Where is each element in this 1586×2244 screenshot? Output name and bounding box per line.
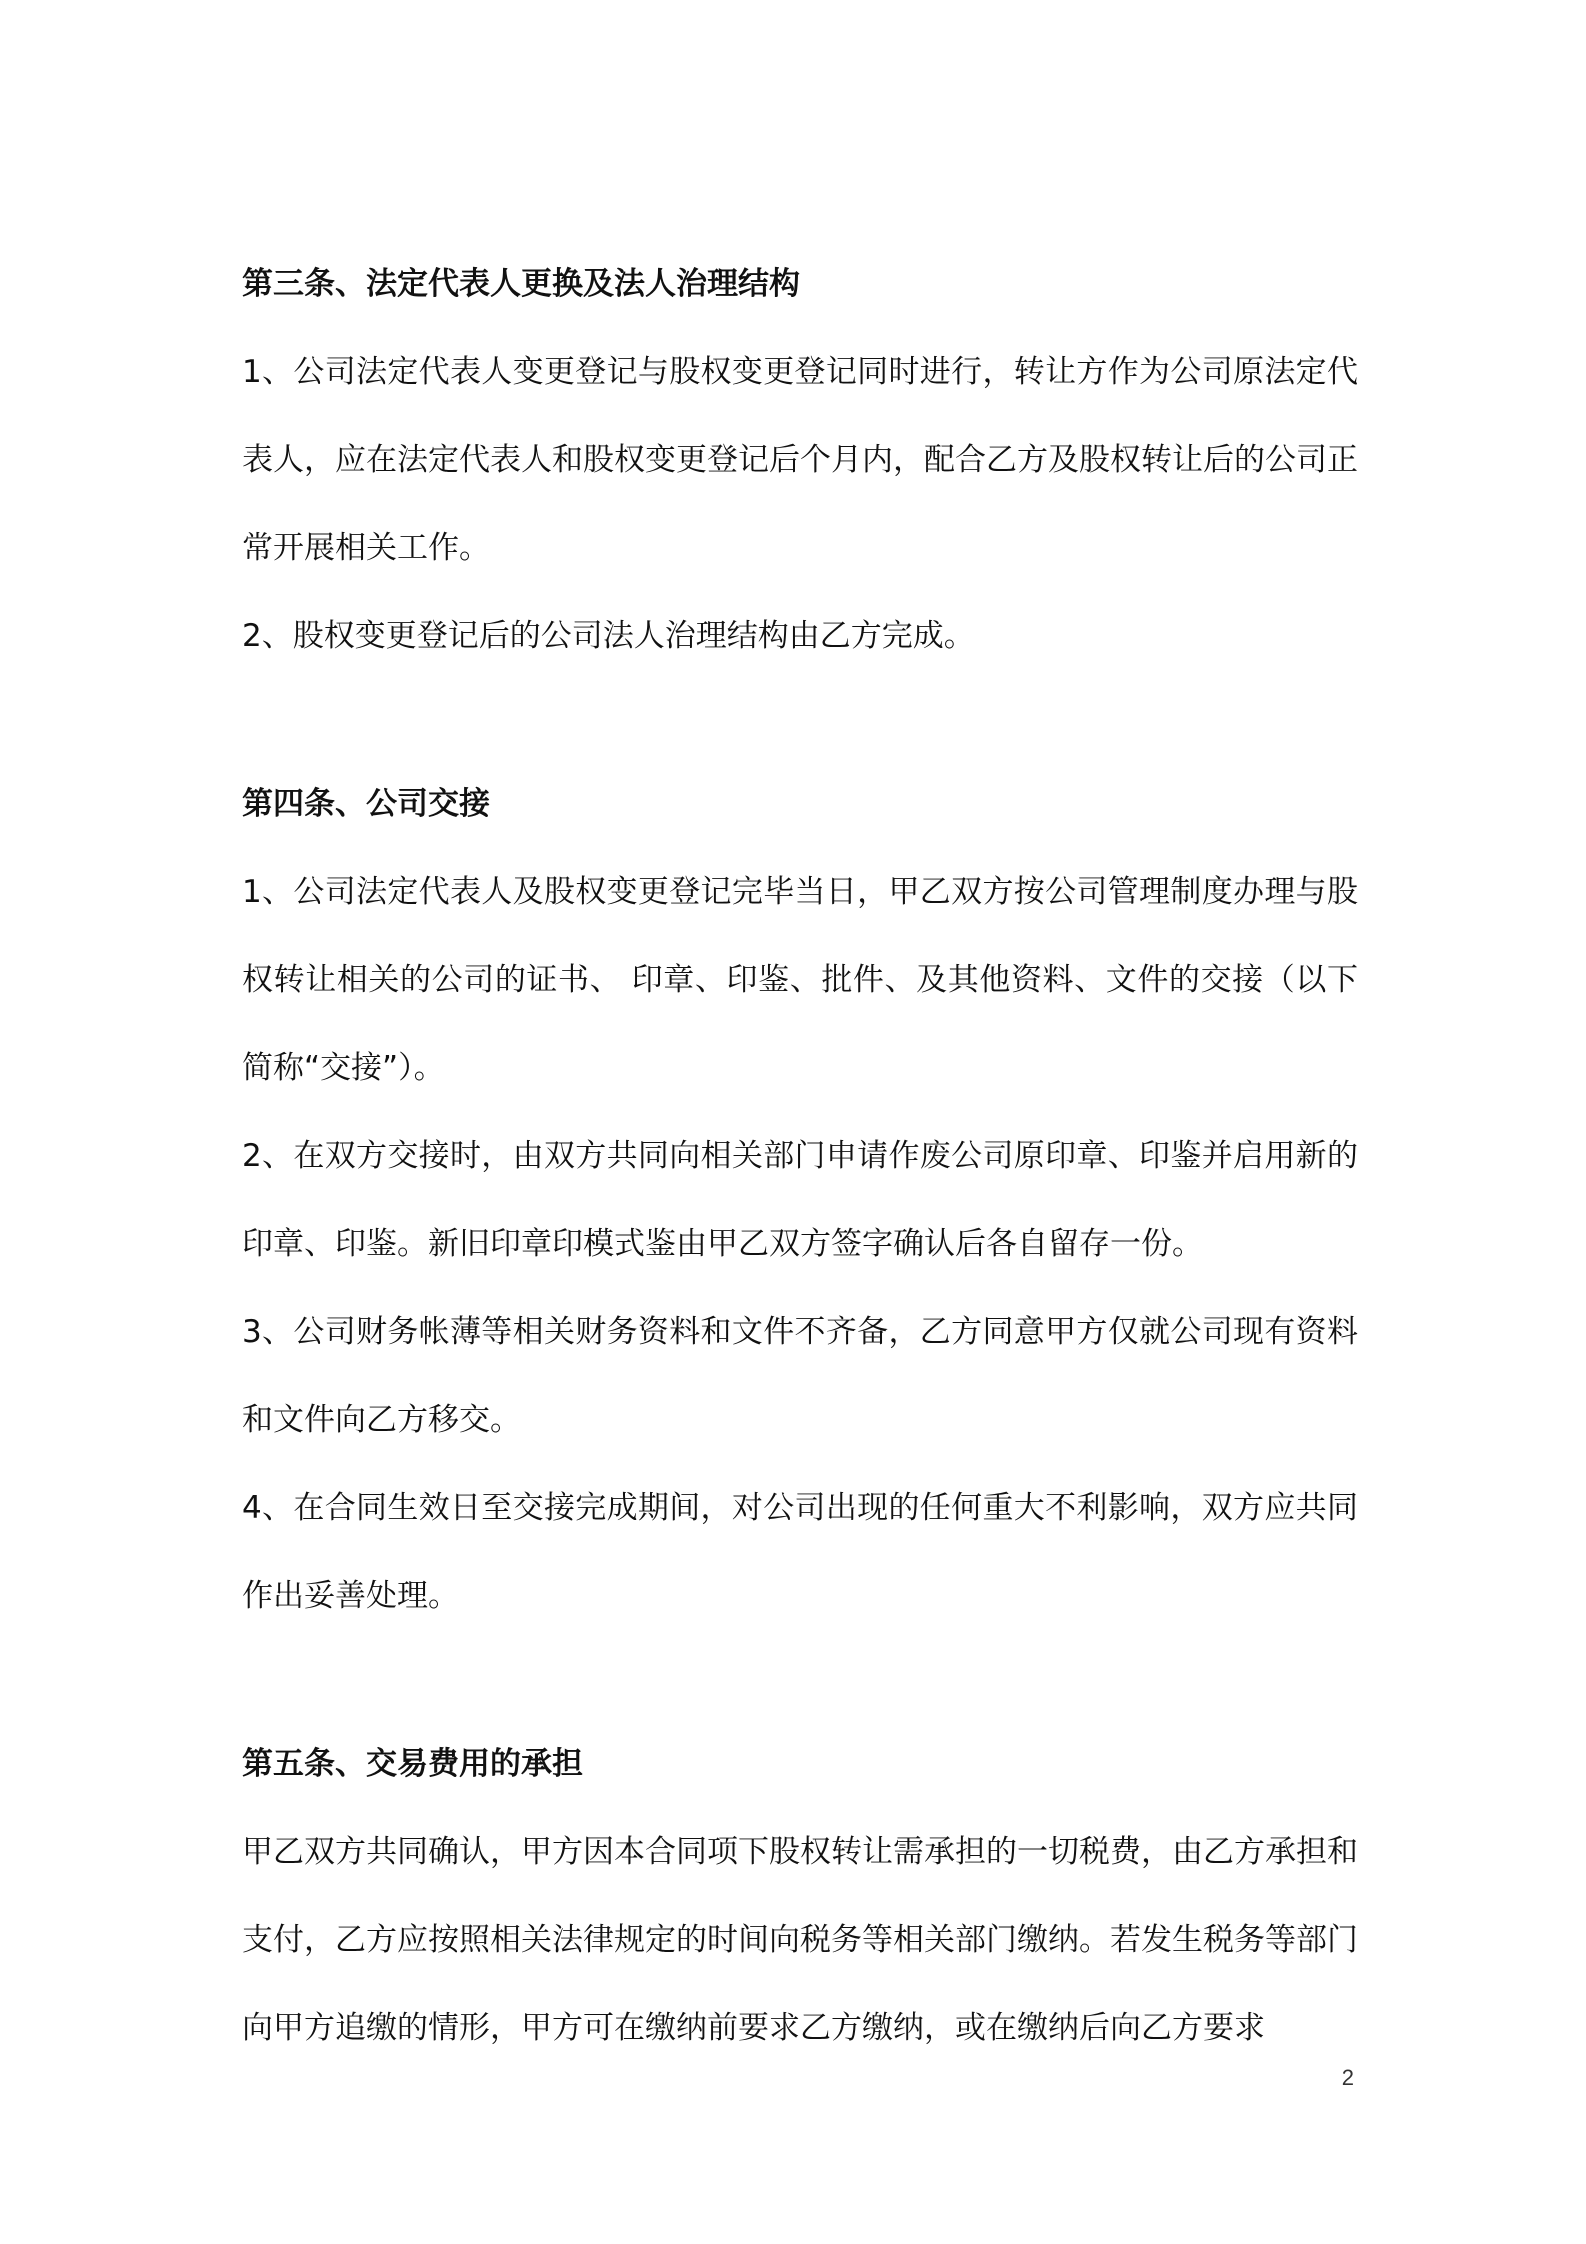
section-gap <box>242 1640 1358 1720</box>
paragraph: 1、公司法定代表人变更登记与股权变更登记同时进行，转让方作为公司原法定代表人，应在法定代表人和股权变更登记后个月内，配合乙方及股权转让后的公司正常开展相关工作。 <box>242 354 1358 566</box>
document-body <box>242 240 1358 2072</box>
section-title: 第五条、交易费用的承担 <box>242 1746 583 1782</box>
section-article-4 <box>242 760 1358 1640</box>
section-gap <box>242 680 1358 760</box>
paragraph: 甲乙双方共同确认，甲方因本合同项下股权转让需承担的一切税费，由乙方承担和支付，乙方应按照相关法律规定的时间向税务等相关部门缴纳。若发生税务等部门向甲方追缴的情形，甲方可在缴纳前要求乙方缴纳，或在缴纳后向乙方要求 <box>242 1834 1358 2046</box>
section-article-5 <box>242 1720 1358 2072</box>
paragraph: 4、在合同生效日至交接完成期间，对公司出现的任何重大不利影响，双方应共同作出妥善处理。 <box>242 1490 1358 1614</box>
paragraph: 1、公司法定代表人及股权变更登记完毕当日，甲乙双方按公司管理制度办理与股权转让相关的公司的证书、 印章、印鉴、批件、及其他资料、文件的交接（以下简称“交接”）。 <box>242 874 1358 1086</box>
section-article-3 <box>242 240 1358 680</box>
paragraph: 2、在双方交接时，由双方共同向相关部门申请作废公司原印章、印鉴并启用新的印章、印鉴。新旧印章印模式鉴由甲乙双方签字确认后各自留存一份。 <box>242 1138 1358 1262</box>
page-number: 2 <box>1341 2065 1354 2090</box>
paragraph: 3、公司财务帐薄等相关财务资料和文件不齐备，乙方同意甲方仅就公司现有资料和文件向乙方移交。 <box>242 1314 1358 1438</box>
paragraph: 2、股权变更登记后的公司法人治理结构由乙方完成。 <box>242 618 975 654</box>
section-title: 第三条、法定代表人更换及法人治理结构 <box>242 266 800 302</box>
section-title: 第四条、公司交接 <box>242 786 490 822</box>
